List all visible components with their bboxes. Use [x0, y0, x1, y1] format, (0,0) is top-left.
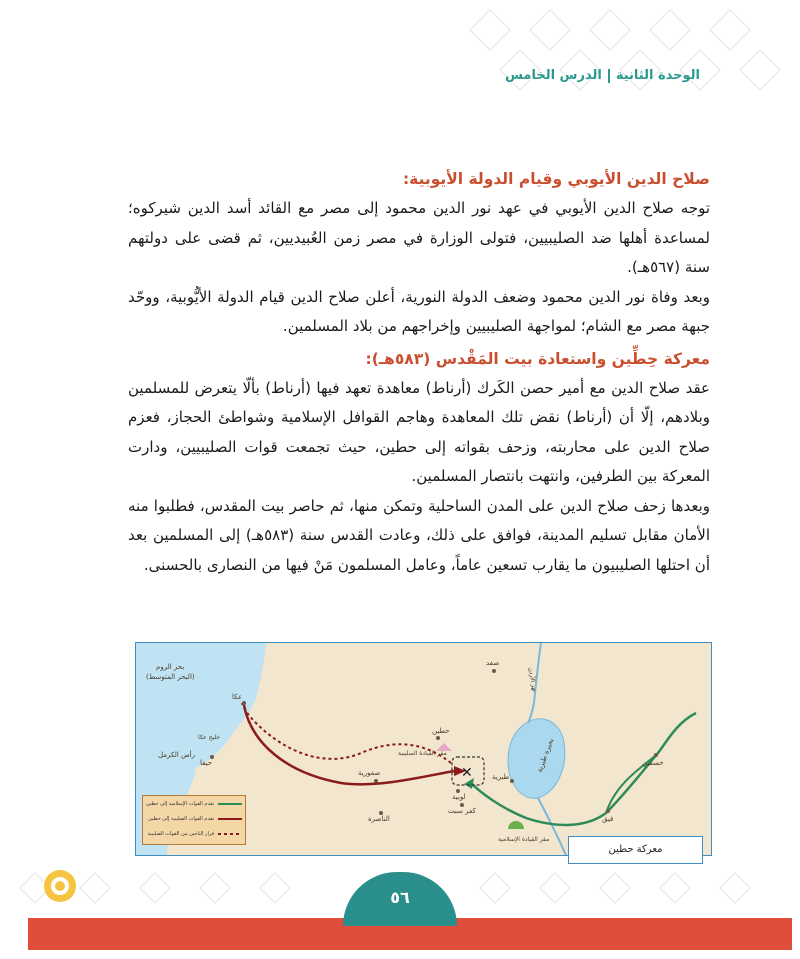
label-sea-sub: (البحر المتوسط)	[146, 673, 195, 681]
legend-row-flee	[143, 826, 245, 841]
label-khisfin: خسفين	[642, 759, 664, 767]
legend-label-flee: فرار الناجين من القوات الصليبية	[147, 830, 214, 837]
label-fiq: فيق	[602, 815, 614, 823]
label-nazareth: الناصرة	[368, 815, 390, 823]
label-bay: خليج عكا	[198, 734, 221, 741]
header-separator	[608, 69, 610, 83]
hattin-battle-map	[135, 642, 712, 856]
label-lake: بحيرة طبرية	[535, 737, 556, 774]
label-jordan: نهر الأردن	[526, 666, 538, 693]
section-heading-hattin: معركة حِطِّين واستعادة بيت المَقْدس (٥٨٣هـ):	[365, 349, 710, 368]
page-number: ٥٦	[343, 872, 457, 926]
lesson-title: الدرس الخامس	[505, 68, 602, 83]
lake-tiberias	[508, 719, 565, 799]
section-heading-ayyubid: صلاح الدين الأيوبي وقيام الدولة الأيوبية:	[402, 170, 710, 188]
label-haifa: حيفا	[200, 759, 213, 767]
paragraph-ayyubid-1: توجه صلاح الدين الأيوبي في عهد نور الدين محمود إلى مصر مع القائد أسد الدين شيركوه؛ لمساعدة أهلها ضد الصليبيين، فتولى الوزارة في مصر زمن العُبيديين، ثم قضى على دولتهم سنة (٥٦٧هـ).	[128, 199, 710, 276]
jordan-river-south	[538, 798, 566, 855]
crusader-advance-route	[244, 705, 454, 784]
battle-cross-icon: ✕	[461, 765, 473, 781]
paragraph-hattin-2: وبعدها زحف صلاح الدين على المدن الساحلية وتمكن منها، ثم حاصر بيت المقدس، فطلبوا منه الأمان مقابل تسليم المدينة، فوافق على ذلك، وعادت القدس سنة (٥٨٣هـ) إلى المسلمين بعد أن احتلها الصليبيون ما يقارب تسعين عاماً، وعامل المسلمون مَنْ فيها من النصارى بالحسنى.	[128, 496, 710, 574]
muslim-advance-route	[471, 713, 696, 825]
legend-line-muslim	[218, 803, 242, 805]
legend-label-muslim: تقدم القوات الإسلامية إلى حطين	[146, 800, 214, 807]
label-muslim-hq: مقر القيادة الإسلامية	[498, 836, 550, 843]
paragraph-hattin-1: عقد صلاح الدين مع أمير حصن الكَرك (أرناط) معاهدة تعهد فيها (أرناط) بألّا يتعرض للمسلمين وبلادهم، إلّا أن (أرناط) نقض تلك المعاهدة وهاجم القوافل الإسلامية وشواطئ الحجاز، فعزم صلاح الدين على محاربته، وزحف بقواته إلى حطين، حيث تجمعت قوات الصليبيين، ودارت المعركة بين الطرفين، وانتهت بانتصار المسلمين.	[128, 378, 710, 485]
label-tiberias: طبرية	[492, 773, 510, 781]
paragraph-ayyubid-2: وبعد وفاة نور الدين محمود وضعف الدولة النورية، أعلن صلاح الدين قيام الدولة الأيُّوبية، ووحّد جبهة مصر مع الشام؛ لمواجهة الصليبيين وإخراجهم من بلاد المسلمين.	[128, 287, 710, 335]
page-header	[100, 68, 700, 83]
label-kafr-sabt: كفر سبت	[448, 807, 476, 815]
muslim-hq-tent-icon	[508, 821, 524, 829]
label-sea: بحر الروم	[156, 663, 185, 671]
legend-line-flee	[218, 833, 242, 835]
publisher-logo-icon	[40, 866, 80, 906]
main-content	[128, 168, 710, 580]
label-crusader-hq: مقر القيادة الصليبية	[398, 750, 447, 757]
city-markers	[210, 666, 658, 815]
label-lubya: لوبية	[452, 793, 466, 801]
unit-title: الوحدة الثانية	[615, 68, 700, 83]
label-acre: عكا	[232, 693, 243, 701]
map-legend	[142, 795, 246, 845]
decorative-pattern-top	[400, 0, 800, 110]
label-hattin: حطين	[432, 727, 450, 735]
legend-row-crusader	[143, 811, 245, 826]
label-carmel: رأس الكرمل	[158, 751, 195, 759]
legend-row-muslim	[143, 796, 245, 811]
label-saffuriya: صفورية	[358, 769, 381, 777]
legend-label-crusader: تقدم القوات الصليبية إلى حطين	[148, 815, 214, 822]
legend-line-crusader	[218, 818, 242, 820]
map-caption: معركة حطين	[568, 836, 703, 864]
label-safad: صفد	[486, 659, 500, 667]
